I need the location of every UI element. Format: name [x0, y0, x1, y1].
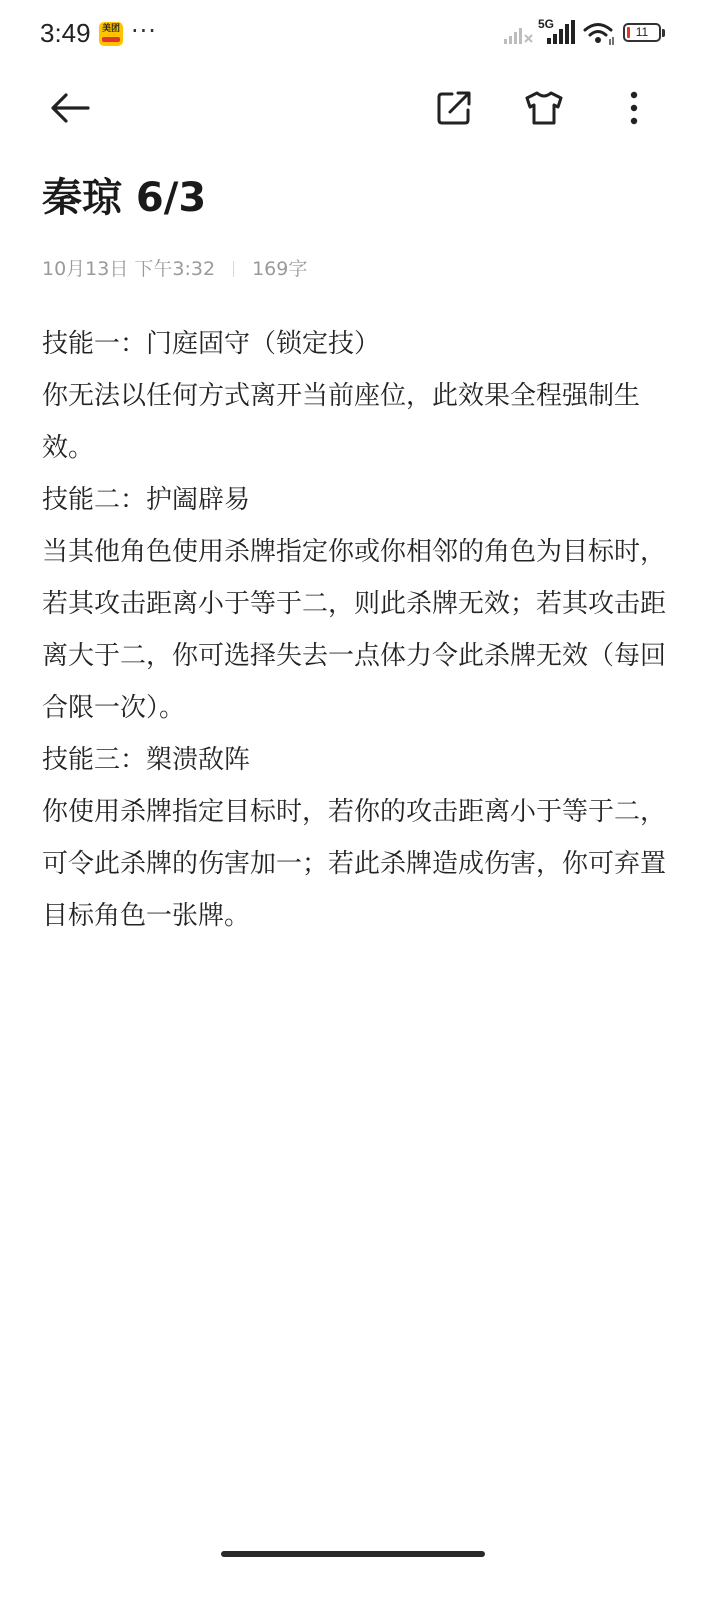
note-meta: [42, 255, 307, 283]
signal-no-service-icon: [504, 26, 534, 44]
meta-divider: [233, 261, 234, 277]
note-body[interactable]: [42, 318, 668, 942]
wifi-icon: [583, 22, 617, 46]
note-paragraph: 技能三：槊溃敌阵: [42, 745, 251, 775]
status-time: 3:49: [40, 18, 91, 48]
more-vertical-icon: [629, 91, 639, 125]
status-bar: [0, 0, 720, 66]
word-count: 169字: [252, 258, 308, 280]
note-title[interactable]: 秦琼 6/3: [42, 175, 207, 221]
note-paragraph: 技能一：门庭固守（锁定技）: [42, 329, 381, 359]
meituan-app-icon: [99, 22, 123, 46]
note-paragraph: 技能二：护阖辟易: [42, 485, 251, 515]
tshirt-icon: [524, 90, 564, 126]
theme-button[interactable]: [516, 80, 572, 136]
note-paragraph: 你使用杀牌指定目标时，若你的攻击距离小于等于二，可令此杀牌的伤害加一；若此杀牌造成伤害，你可弃置目标角色一张牌。: [42, 797, 667, 931]
battery-level: 11: [635, 25, 649, 39]
arrow-left-icon: [48, 92, 92, 124]
notification-overflow-icon: ···: [131, 17, 157, 45]
note-paragraph: 当其他角色使用杀牌指定你或你相邻的角色为目标时，若其攻击距离小于等于二，则此杀牌无效；若其攻击距离大于二，你可选择失去一点体力令此杀牌无效（每回合限一次）。: [42, 537, 667, 723]
signal-strength-icon: [538, 17, 578, 44]
battery-icon: [623, 23, 661, 42]
more-options-button[interactable]: [606, 80, 662, 136]
note-paragraph: 你无法以任何方式离开当前座位，此效果全程强制生效。: [42, 381, 641, 463]
home-indicator[interactable]: [221, 1551, 485, 1557]
note-date: 10月13日 下午3:32: [42, 258, 216, 280]
meituan-icon-label: 美团: [101, 24, 120, 34]
share-button[interactable]: [426, 80, 482, 136]
share-external-icon: [436, 90, 472, 126]
back-button[interactable]: [42, 80, 98, 136]
network-type-label: 5G: [538, 17, 555, 31]
